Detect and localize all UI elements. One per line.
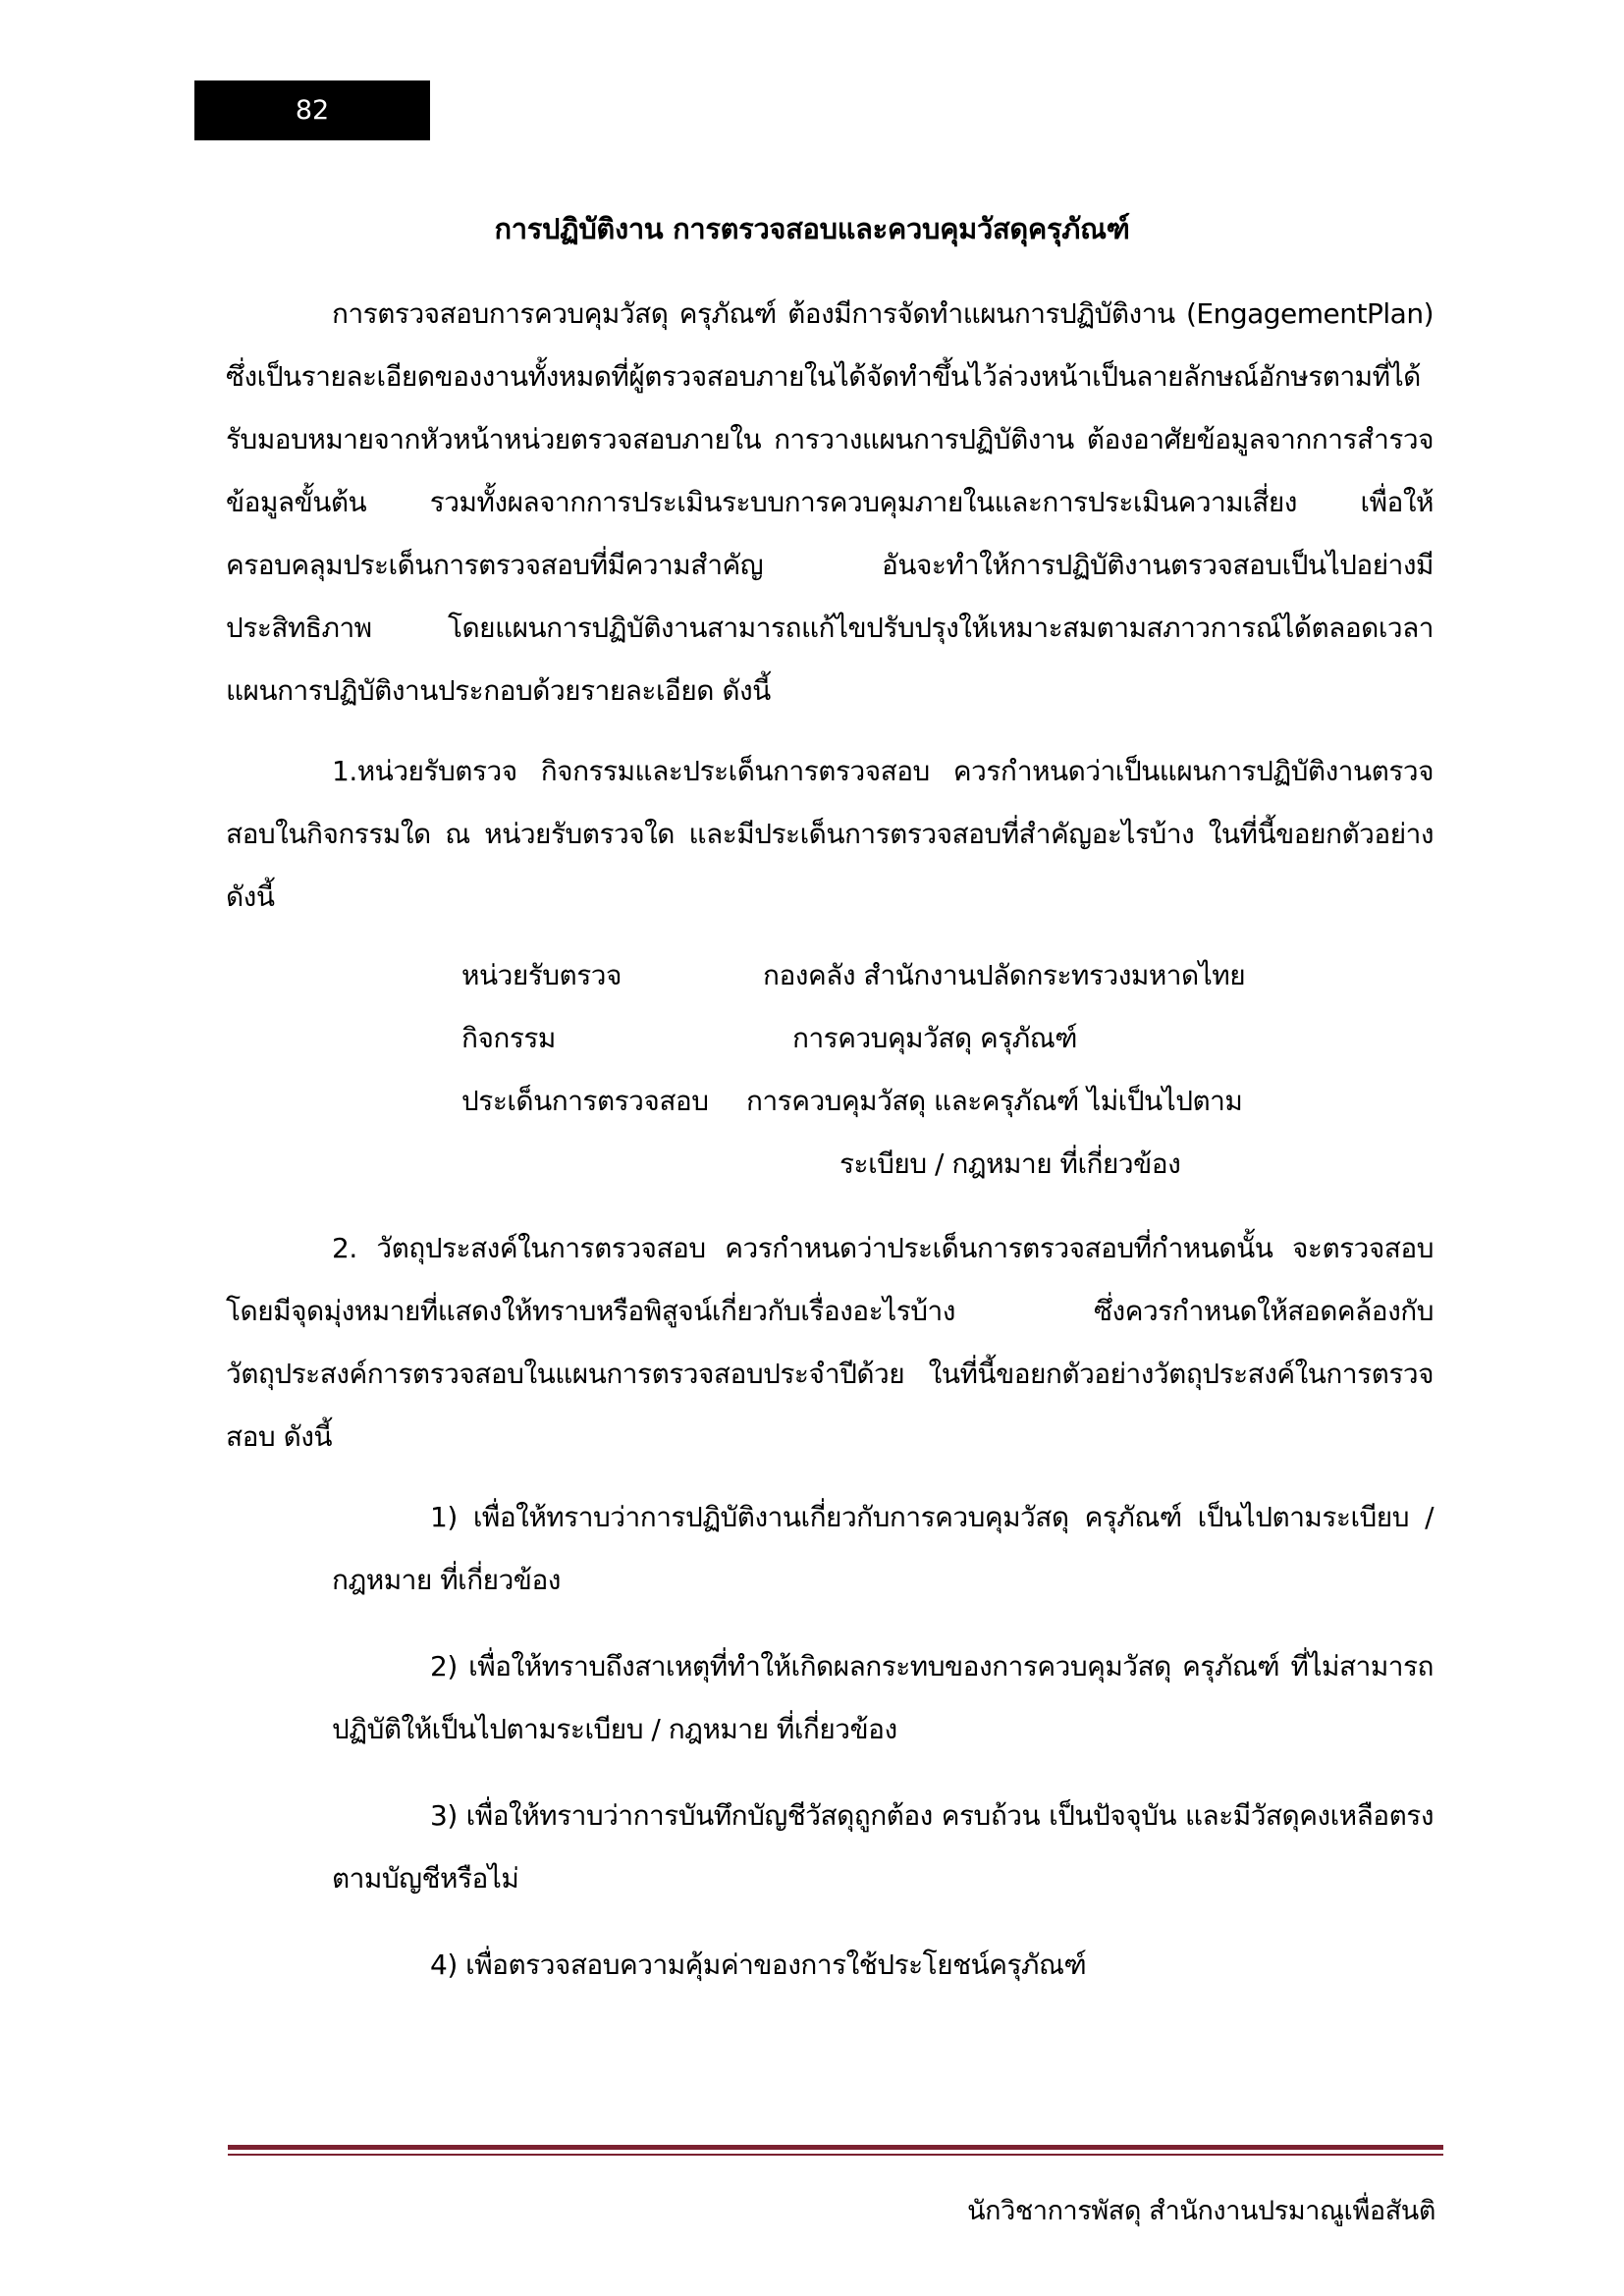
objective-item: 1) เพื่อให้ทราบว่าการปฏิบัติงานเกี่ยวกับการควบคุมวัสดุ ครุภัณฑ์ เป็นไปตามระเบียบ / กฎหมาย ที่เกี่ยวข้อง bbox=[332, 1501, 1434, 1596]
example-definition-list bbox=[461, 944, 1345, 1196]
objective-item: 3) เพื่อให้ทราบว่าการบันทึกบัญชีวัสดุถูกต้อง ครบถ้วน เป็นปัจจุบัน และมีวัสดุคงเหลือตรงตามบัญชีหรือไม่ bbox=[332, 1799, 1434, 1895]
footer-divider-thin bbox=[228, 2154, 1443, 2156]
activity-label: กิจกรรม bbox=[461, 1022, 556, 1054]
footer-divider bbox=[228, 2145, 1443, 2150]
definition-row-activity bbox=[461, 1007, 1345, 1070]
definition-row-issue-continued bbox=[461, 1133, 1345, 1196]
issue-value: การควบคุมวัสดุ และครุภัณฑ์ ไม่เป็นไปตาม bbox=[746, 1085, 1243, 1117]
activity-value: การควบคุมวัสดุ ครุภัณฑ์ bbox=[792, 1022, 1077, 1054]
page-number: 82 bbox=[194, 80, 430, 140]
unit-value: กองคลัง สำนักงานปลัดกระทรวงมหาดไทย bbox=[763, 959, 1246, 991]
objective-item: 2) เพื่อให้ทราบถึงสาเหตุที่ทำให้เกิดผลกระทบของการควบคุมวัสดุ ครุภัณฑ์ ที่ไม่สามารถปฏิบัติให้เป็นไปตามระเบียบ / กฎหมาย ที่เกี่ยวข้อง bbox=[332, 1650, 1434, 1745]
footer-text: นักวิชาการพัสดุ สำนักงานปรมาณูเพื่อสันติ bbox=[967, 2196, 1435, 2226]
definition-row-issue bbox=[461, 1070, 1345, 1133]
item-1-paragraph: 1.หน่วยรับตรวจ กิจกรรมและประเด็นการตรวจสอบ ควรกำหนดว่าเป็นแผนการปฏิบัติงานตรวจสอบในกิจกรรมใด ณ หน่วยรับตรวจใด และมีประเด็นการตรวจสอบที่สำคัญอะไรบ้าง ในที่นี้ขอยกตัวอย่าง ดังนี้ bbox=[226, 755, 1434, 913]
definition-row-unit bbox=[461, 944, 1345, 1007]
intro-paragraph: การตรวจสอบการควบคุมวัสดุ ครุภัณฑ์ ต้องมีการจัดทำแผนการปฏิบัติงาน (EngagementPlan) ซึ่งเป็นรายละเอียดของงานทั้งหมดที่ผู้ตรวจสอบภายในได้จัดทำขึ้นไว้ล่วงหน้าเป็นลายลักษณ์อักษรตามที่ได้รับมอบหมายจากหัวหน้าหน่วยตรวจสอบภายใน การวางแผนการปฏิบัติงาน ต้องอาศัยข้อมูลจากการสำรวจข้อมูลขั้นต้น รวมทั้งผลจากการประเมินระบบการควบคุมภายในและการประเมินความเสี่ยง เพื่อให้ครอบคลุมประเด็นการตรวจสอบที่มีความสำคัญ อันจะทำให้การปฏิบัติงานตรวจสอบเป็นไปอย่างมีประสิทธิภาพ โดยแผนการปฏิบัติงานสามารถแก้ไขปรับปรุงให้เหมาะสมตามสภาวการณ์ได้ตลอดเวลา แผนการปฏิบัติงานประกอบด้วยรายละเอียด ดังนี้ bbox=[226, 297, 1434, 707]
objective-item: 4) เพื่อตรวจสอบความคุ้มค่าของการใช้ประโยชน์ครุภัณฑ์ bbox=[430, 1949, 1087, 1981]
issue-label: ประเด็นการตรวจสอบ bbox=[461, 1085, 709, 1117]
unit-label: หน่วยรับตรวจ bbox=[461, 959, 622, 991]
item-2-paragraph: 2. วัตถุประสงค์ในการตรวจสอบ ควรกำหนดว่าประเด็นการตรวจสอบที่กำหนดนั้น จะตรวจสอบโดยมีจุดมุ่งหมายที่แสดงให้ทราบหรือพิสูจน์เกี่ยวกับเรื่องอะไรบ้าง ซึ่งควรกำหนดให้สอดคล้องกับวัตถุประสงค์การตรวจสอบในแผนการตรวจสอบประจำปีด้วย ในที่นี้ขอยกตัวอย่างวัตถุประสงค์ในการตรวจสอบ ดังนี้ bbox=[226, 1232, 1434, 1453]
issue-value-continued: ระเบียบ / กฎหมาย ที่เกี่ยวข้อง bbox=[839, 1148, 1181, 1180]
page-title: การปฏิบัติงาน การตรวจสอบและควบคุมวัสดุครุภัณฑ์ bbox=[494, 212, 1130, 245]
